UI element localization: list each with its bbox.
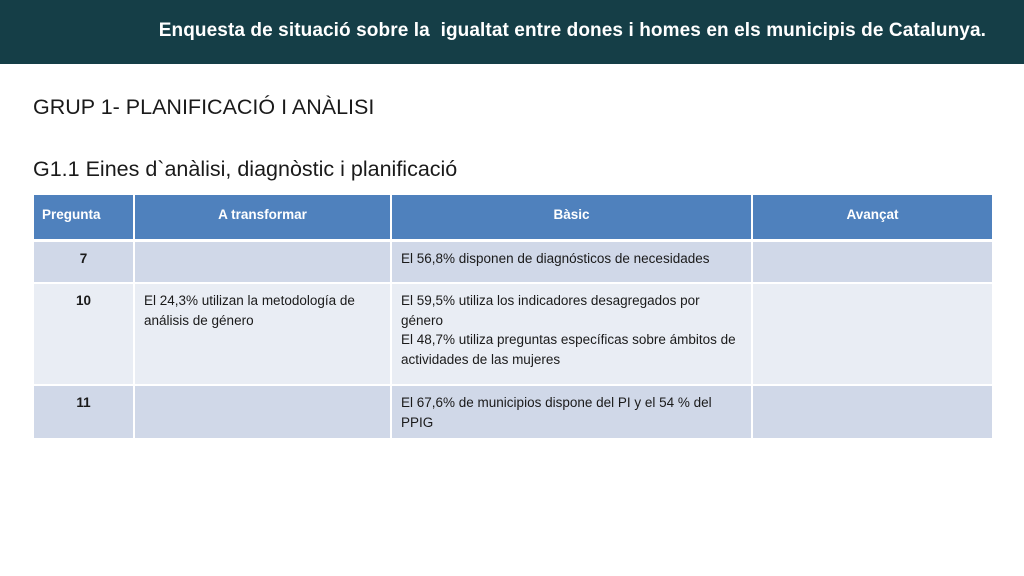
cell-a-transformar bbox=[134, 385, 391, 439]
cell-text: El 59,5% utiliza los indicadores desagregados por género bbox=[401, 293, 700, 328]
header-basic: Bàsic bbox=[391, 194, 752, 241]
cell-avancat bbox=[752, 283, 993, 385]
table-row bbox=[33, 385, 993, 439]
cell-text: El 24,3% utilizan la metodología de análisis de género bbox=[144, 293, 355, 328]
cell-pregunta: 11 bbox=[33, 385, 134, 439]
cell-pregunta: 10 bbox=[33, 283, 134, 385]
cell-basic bbox=[391, 283, 752, 385]
cell-a-transformar bbox=[134, 283, 391, 385]
header-a-transformar: A transformar bbox=[134, 194, 391, 241]
cell-a-transformar bbox=[134, 241, 391, 284]
cell-pregunta: 7 bbox=[33, 241, 134, 284]
table-row bbox=[33, 241, 993, 284]
header-avancat: Avançat bbox=[752, 194, 993, 241]
banner-title: Enquesta de situació sobre la igualtat entre dones i homes en els municipis de Catalunya. bbox=[158, 20, 986, 41]
cell-text: El 56,8% disponen de diagnósticos de necesidades bbox=[401, 251, 710, 266]
header-pregunta: Pregunta bbox=[33, 194, 134, 241]
cell-basic bbox=[391, 241, 752, 284]
cell-basic bbox=[391, 385, 752, 439]
table-header-row bbox=[33, 194, 993, 241]
table-row bbox=[33, 283, 993, 385]
cell-text: El 48,7% utiliza preguntas específicas sobre ámbitos de actividades de las mujeres bbox=[401, 332, 736, 367]
title-banner bbox=[0, 0, 1024, 64]
results-table bbox=[32, 193, 994, 440]
cell-avancat bbox=[752, 241, 993, 284]
group-heading: GRUP 1- PLANIFICACIÓ I ANÀLISI bbox=[33, 95, 375, 119]
cell-text: El 67,6% de municipios dispone del PI y el 54 % del PPIG bbox=[401, 395, 712, 430]
cell-avancat bbox=[752, 385, 993, 439]
section-heading: G1.1 Eines d`anàlisi, diagnòstic i planificació bbox=[33, 157, 458, 181]
